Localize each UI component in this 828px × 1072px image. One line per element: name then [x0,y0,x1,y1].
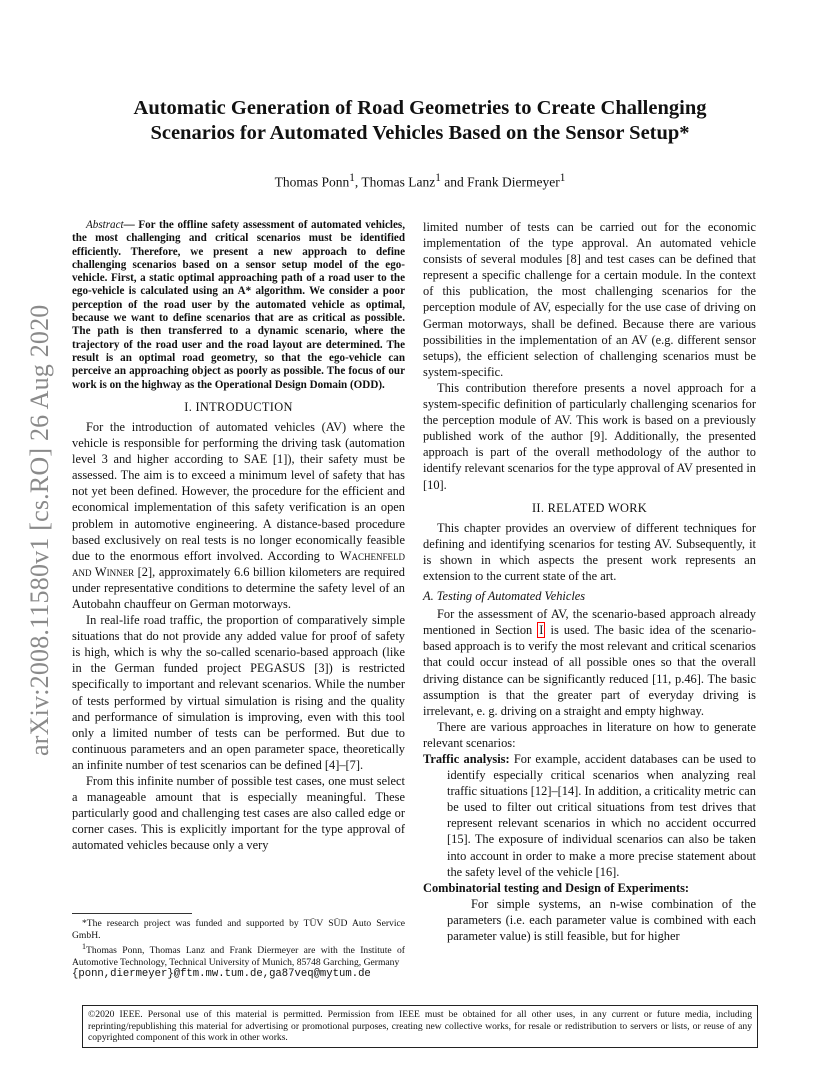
footnote-affiliation-text: Thomas Ponn, Thomas Lanz and Frank Diermeyer are with the Institute of Automotive Technology, Technical University of Munich, 85748 Garching, Germany [72,945,405,968]
author-2: Thomas Lanz [361,174,436,190]
affiliation-mark-3: 1 [559,172,566,184]
paragraph-continued: limited number of tests can be carried out for the economic implementation of the type approval. An automated vehicle consists of several modules [8] and test cases can be defined that represent a specific challenge for a certain module. In the context of this publication, the most challenging scenarios for the perception module of AV, especially for the use case of driving on German motorways, shall be defined. Because there are various possibilities in the implementation of an AV (e.g. different sensor setups), the efficient selection of challenging scenarios must be system-specific. [423,220,756,379]
abstract-dash: — [123,219,139,231]
author-and: and [440,174,468,190]
cited-authors: Wachenfeld and Winner [72,548,405,579]
list-term: Combinatorial testing and Design of Experiments: [423,880,690,895]
affiliation-mark-2: 1 [435,172,441,184]
list-text: For example, accident databases can be used to identify especially critical scenarios when analyzing real traffic situations [12]–[14]. In addition, a criticality metric can be used to filter out critical situations from test drives that represent relevant scenarios in which no accident occurred [15]. The exposure of individual scenarios can also be taken into account in order to make a more precise statement about the safety level of the vehicle [16]. [447,752,756,879]
abstract-label: Abstract [86,219,124,231]
footnote-rule [72,913,192,914]
paragraph: There are various approaches in literature on how to generate relevant scenarios: [423,719,756,750]
right-column [423,219,756,944]
paragraph: This contribution therefore presents a novel approach for a system-specific definition of particularly challenging scenarios for the perception module of AV. This work is based on a previously published work of the author [9]. Additionally, the presented approach is part of the overall methodology of the author to identify relevant scenarios for the type approval of AV presented in [10]. [423,380,756,492]
author-sep: , [354,174,362,190]
affiliation-mark-1: 1 [349,172,355,184]
paragraph-text: For the introduction of automated vehicles (AV) where the vehicle is responsible for performing the driving task (automation level 3 and higher according to SAE [1]), their safety must be assessed. The aim is to exceed a minimum level of safety that has not yet been defined. However, the procedure for the efficient and economical implementation of this safety verification is an open problem in automotive engineering. A distance-based procedure based exclusively on real tests is no longer economically feasible due to the enormous effort involved. According to [72,419,405,563]
footnotes [72,913,405,981]
paragraph [72,419,405,612]
list-text: For simple systems, an n-wise combination of the parameters (i.e. each parameter value is combined with each parameter value) is still feasible, but for higher [447,896,756,944]
author-1: Thomas Ponn [274,174,350,190]
paragraph: In real-life road traffic, the proportion of comparatively simple situations that do not provide any added value for proof of safety is high, which is why the so-called scenario-based approach (like in the German funded project PEGASUS [3]) is restricted specifically to important and relevant scenarios. While the number of tests performed by virtual simulation is rising and the quality and performance of simulation is improving, even with this tool only a limited number of tests can be performed. But due to continuous parameters and an open parameter space, theoretically an infinite number of test scenarios can be defined [4]–[7]. [72,613,405,772]
footnote-affiliation [72,941,405,981]
section-ref-link[interactable]: I [539,623,544,638]
footnote-mark: 1 [82,942,86,951]
abstract [72,219,405,392]
author-emails[interactable]: {ponn,diermeyer}@ftm.mw.tum.de,ga87veq@mytum.de [72,968,371,981]
left-column [72,219,405,853]
subsection-heading: A. Testing of Automated Vehicles [423,589,586,604]
list-item-traffic-analysis [423,751,756,880]
title-line-2: Scenarios for Automated Vehicles Based on the Sensor Setup* [150,122,690,144]
author-3: Frank Diermeyer [467,174,560,190]
arxiv-stamp: arXiv:2008.11580v1 [cs.RO] 26 Aug 2020 [25,304,54,756]
paragraph [423,606,756,719]
paragraph-text: is used. The basic idea of the scenario-based approach is to verify the most relevant and critical scenarios that could occur instead of all possible ones so that the overall driving distance can be significantly reduced [11, p.46]. The basic assumption is that the greater part of everyday driving is irrelevant, e. g. driving on a straight and empty highway. [423,623,756,718]
footnote-funding: *The research project was funded and supported by TÜV SÜD Auto Service GmbH. [72,918,405,941]
title-line-1: Automatic Generation of Road Geometries to Create Challenging [133,97,707,119]
author-list [70,172,770,191]
paragraph: From this infinite number of possible test cases, one must select a manageable amount that is especially meaningful. These particularly good and challenging test cases are also called edge or corner cases. This is explicitly important for the type approval of automated vehicles because only a very [72,774,405,853]
section-heading-related-work: II. RELATED WORK [531,500,648,515]
section-heading-introduction: I. INTRODUCTION [184,399,293,414]
list-item-combinatorial-testing [423,880,756,944]
paragraph-text: [2], approximately 6.6 billion kilometers are required under representative conditions to determine the safety level of an Autobahn chauffeur on German motorways. [72,564,405,611]
paragraph: This chapter provides an overview of different techniques for defining and identifying scenarios for testing AV. Subsequently, it is shown in which aspects the present work represents an extension to the current state of the art. [423,520,756,583]
paragraph-text: For the assessment of AV, the scenario-based approach already mentioned in Section [423,607,756,638]
abstract-text: For the offline safety assessment of automated vehicles, the most challenging and critical scenarios must be identified efficiently. Therefore, we present a new approach to define challenging scenarios based on a sensor setup model of the ego-vehicle. First, a static optimal approaching path of a road user to the ego-vehicle is calculated using an A* algorithm. We consider a poor perception of the road user by the automated vehicle as optimal, because we want to define scenarios that are as critical as possible. The path is then transferred to a dynamic scenario, where the trajectory of the road user and the road layout are determined. The result is an optimal road geometry, so that the ego-vehicle can perceive an approaching object as poorly as possible. The focus of our work is on the highway as the Operational Design Domain (ODD). [72,219,405,391]
paper-title [70,96,770,146]
copyright-notice: ©2020 IEEE. Personal use of this material is permitted. Permission from IEEE must be obtained for all other uses, in any current or future media, including reprinting/republishing this material for advertising or promotional purposes, creating new collective works, for resale or redistribution to servers or lists, or reuse of any copyrighted component of this work in other works. [82,1005,758,1048]
list-term: Traffic analysis: [423,752,510,766]
